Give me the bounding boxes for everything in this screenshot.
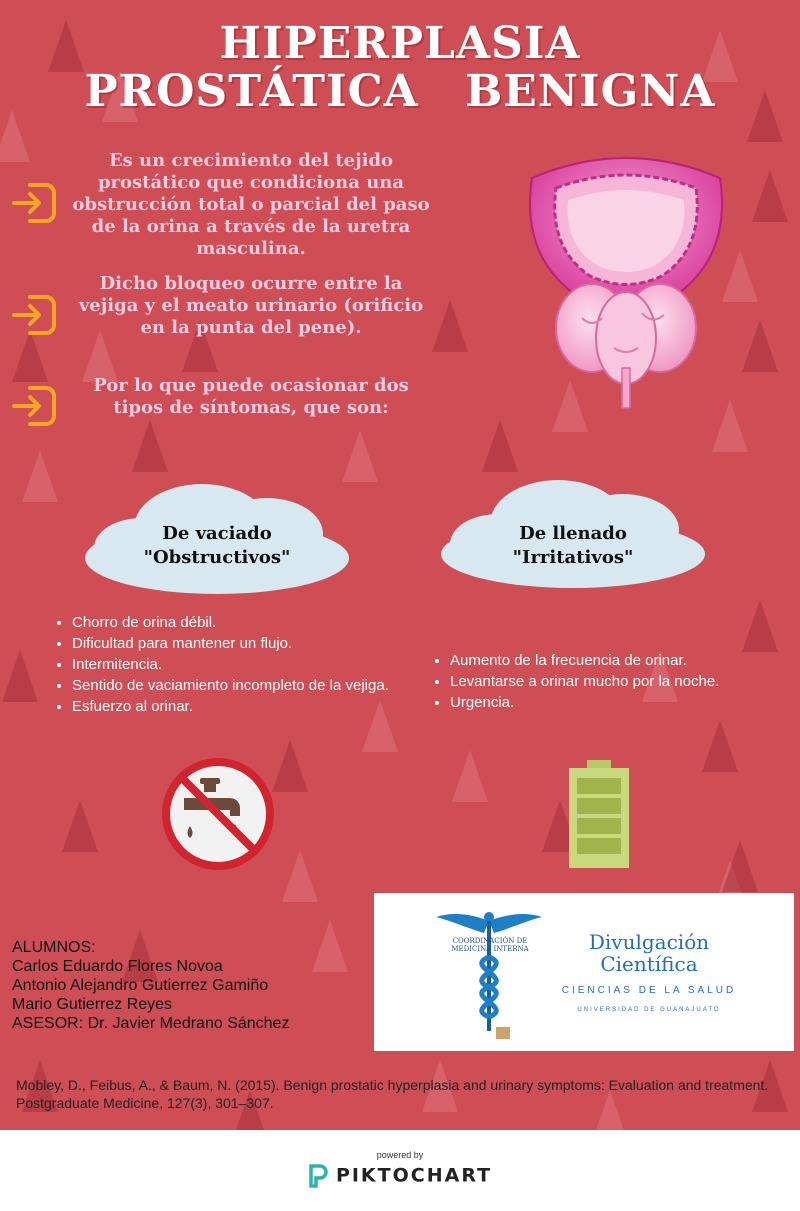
arrow-right-in-icon (10, 384, 58, 428)
cloud-title-obstructive-line2: "Obstructivos" (143, 547, 291, 568)
symptom-item: • Urgencia. (450, 692, 800, 713)
coordination-line1: COORDINACIÓN DE (452, 937, 528, 945)
brand-line1: Divulgación (588, 930, 710, 954)
intro-definition-text: Es un crecimiento del tejido prostático que condiciona una obstrucción total o parcial del paso de la orina a través de la uretra masculina. (72, 150, 430, 259)
cloud-title-irritative-line2: "Irritativos" (512, 547, 634, 568)
student-name: Mario Gutierrez Reyes (12, 996, 173, 1013)
background-triangle (12, 330, 48, 382)
irritative-symptoms-list (428, 650, 800, 713)
background-triangle (2, 650, 38, 702)
obstructive-symptoms-list (50, 612, 412, 717)
brand-line2: Científica (600, 952, 698, 976)
background-triangle (432, 300, 468, 352)
background-triangle (22, 450, 58, 502)
university-label: UNIVERSIDAD DE GUANAJUATO (577, 1007, 721, 1013)
background-triangle (282, 850, 318, 902)
credits-heading: ALUMNOS: (12, 939, 96, 956)
symptom-cloud-obstructive (82, 478, 352, 598)
title-line-1: HIPERPLASIA (219, 18, 581, 69)
background-triangle (742, 600, 778, 652)
piktochart-wordmark: PIKTOCHART (335, 1164, 493, 1187)
student-name: Antonio Alejandro Gutierrez Gamiño (12, 977, 269, 994)
symptom-item: • Intermitencia. (72, 654, 412, 675)
full-battery-icon (567, 760, 631, 870)
powered-by-label: powered by (376, 1150, 424, 1160)
reference-citation: Mobley, D., Feibus, A., & Baum, N. (2015). Benign prostatic hyperplasia and urinary symptoms: Evaluation and treatment. Postgraduate Medicine, 127(3), 301–307. (16, 1077, 769, 1111)
prostate-illustration (522, 148, 730, 410)
symptom-item: • Chorro de orina débil. (72, 612, 412, 633)
no-water-tap-icon (160, 756, 276, 872)
background-triangle (752, 170, 788, 222)
arrow-right-in-icon (10, 181, 58, 225)
background-triangle (482, 420, 518, 472)
background-triangle (342, 430, 378, 482)
background-triangle (0, 110, 30, 162)
intro-blockage-text: Dicho bloqueo ocurre entre la vejiga y el meato urinario (orificio en la punta del pene). (78, 273, 424, 338)
symptom-item: • Sentido de vaciamiento incompleto de la vejiga. (72, 675, 412, 696)
symptom-item: • Levantarse a orinar mucho por la noche. (450, 671, 800, 692)
background-triangle (702, 720, 738, 772)
symptom-cloud-irritative (438, 474, 708, 592)
divulgacion-brand (564, 931, 734, 975)
university-seal-icon (496, 1027, 510, 1039)
symptom-item: • Aumento de la frecuencia de orinar. (450, 650, 800, 671)
brand-subtitle: CIENCIAS DE LA SALUD (561, 985, 737, 996)
credits-block (12, 938, 289, 1033)
background-triangle (132, 420, 168, 472)
background-triangle (452, 750, 488, 802)
coordination-line2: MEDICINA INTERNA (451, 945, 529, 953)
coordination-label (430, 937, 550, 953)
symptom-item: • Esfuerzo al orinar. (72, 696, 412, 717)
intro-symptoms-text: Por lo que puede ocasionar dos tipos de síntomas, que son: (93, 375, 409, 418)
background-triangle (742, 320, 778, 372)
background-triangle (722, 840, 758, 892)
cloud-title-irritative-line1: De llenado (519, 523, 627, 544)
advisor-name: ASESOR: Dr. Javier Medrano Sánchez (12, 1015, 290, 1032)
cloud-title-obstructive-line1: De vaciado (162, 523, 272, 544)
title-line-2: PROSTÁTICA BENIGNA (84, 66, 716, 117)
background-triangle (272, 740, 308, 792)
student-name: Carlos Eduardo Flores Novoa (12, 958, 223, 975)
background-triangle (312, 920, 348, 972)
piktochart-logo-icon (308, 1164, 328, 1188)
background-triangle (62, 800, 98, 852)
caduceus-icon (434, 907, 544, 1037)
arrow-right-in-icon (10, 293, 58, 337)
piktochart-brand[interactable] (0, 1164, 800, 1188)
symptom-item: • Dificultad para mantener un flujo. (72, 633, 412, 654)
sponsor-logo-panel (374, 893, 794, 1051)
